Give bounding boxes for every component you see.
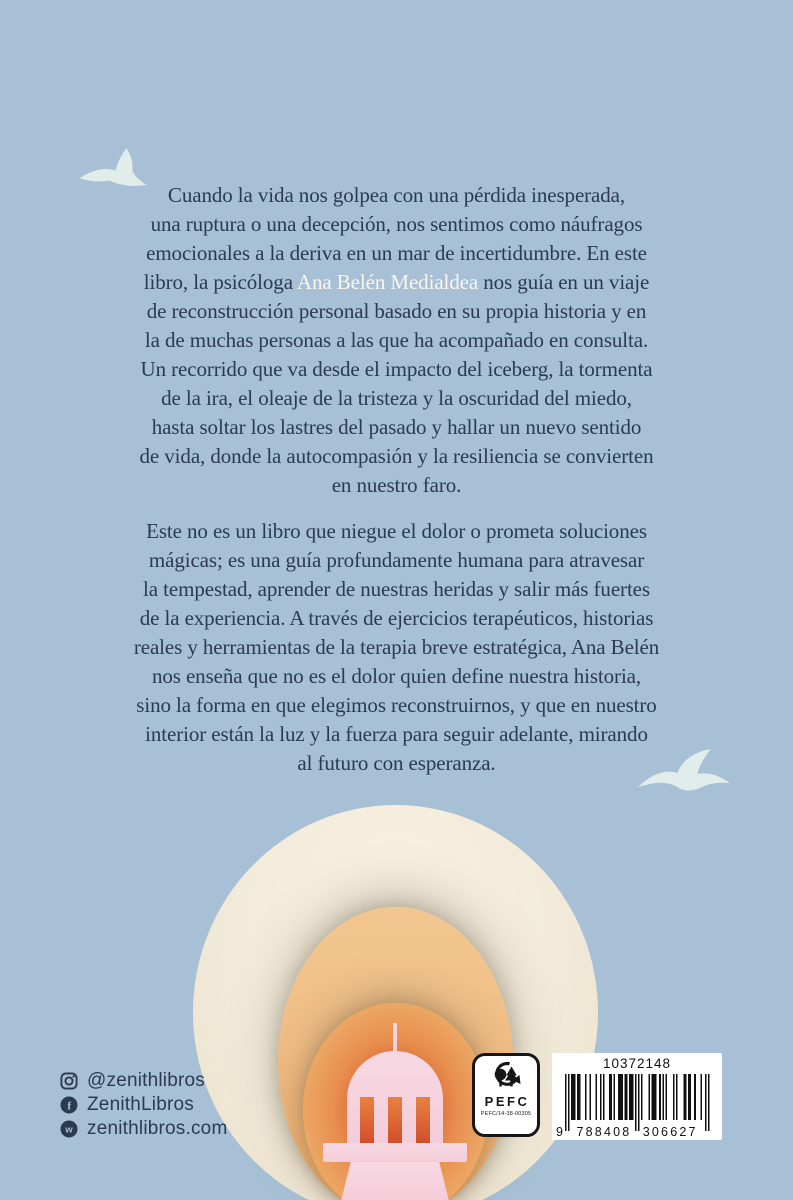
pefc-wordmark: PEFC [484, 1094, 530, 1109]
synopsis-paragraph-1 [0, 181, 793, 500]
text-segment: la tempestad, aprender de nuestras heridas y salir más fuertes [143, 577, 650, 601]
social-links [60, 1069, 227, 1141]
text-line [0, 633, 793, 662]
instagram-icon [60, 1072, 78, 1090]
text-line [0, 471, 793, 500]
text-segment: reales y herramientas de la terapia breve estratégica, Ana Belén [133, 635, 660, 659]
website-icon [60, 1120, 78, 1138]
facebook-icon [60, 1096, 78, 1114]
text-segment: Este no es un libro que niegue el dolor o prometa soluciones [146, 519, 647, 543]
text-segment: nos enseña que no es el dolor quien define nuestra historia, [151, 664, 642, 688]
social-row-web [60, 1117, 227, 1141]
lighthouse-gallery [323, 1143, 467, 1162]
text-line [0, 720, 793, 749]
text-segment: de la ira, el oleaje de la tristeza y la oscuridad del miedo, [161, 386, 632, 410]
barcode-top-number: 10372148 [602, 1056, 672, 1071]
text-segment: Cuando la vida nos golpea con una pérdida inesperada, [167, 183, 626, 207]
text-segment: de reconstrucción personal basado en su propia historia y en [146, 299, 647, 323]
barcode-panel [552, 1053, 722, 1140]
text-segment: de vida, donde la autocompasión y la resiliencia se convierten [139, 444, 654, 468]
text-line [0, 442, 793, 471]
text-line [0, 384, 793, 413]
lighthouse-tower [341, 1162, 449, 1200]
text-line [0, 326, 793, 355]
text-line [0, 239, 793, 268]
text-segment: nos guía en un viaje [478, 270, 650, 294]
instagram-handle: @zenithlibros [87, 1070, 205, 1091]
lighthouse-window [360, 1097, 374, 1143]
text-segment: libro, la psicóloga [143, 270, 297, 294]
text-segment: emocionales a la deriva en un mar de incertidumbre. En este [146, 241, 647, 265]
text-segment: mágicas; es una guía profundamente humana para atravesar [148, 548, 645, 572]
facebook-handle: ZenithLibros [87, 1094, 194, 1115]
barcode-isbn-digits: 9 788408 306627 [556, 1125, 698, 1139]
text-line [0, 413, 793, 442]
synopsis [0, 181, 793, 778]
text-line [0, 517, 793, 546]
text-segment: una ruptura o una decepción, nos sentimos como náufragos [150, 212, 643, 236]
text-line [0, 604, 793, 633]
author-name-highlight: Ana Belén Medialdea [296, 270, 479, 294]
pefc-logo-icon [485, 1061, 527, 1093]
text-line [0, 355, 793, 384]
website-url: zenithlibros.com [87, 1118, 228, 1139]
text-segment: al futuro con esperanza. [297, 751, 496, 775]
synopsis-paragraph-2 [0, 517, 793, 778]
text-segment: la de muchas personas a las que ha acompañado en consulta. [144, 328, 649, 352]
text-line [0, 210, 793, 239]
text-segment: en nuestro faro. [331, 473, 462, 497]
svg-text:w: w [65, 1124, 73, 1136]
lighthouse-window [388, 1097, 402, 1143]
text-segment: Un recorrido que va desde el impacto del iceberg, la tormenta [140, 357, 653, 381]
text-line [0, 575, 793, 604]
text-segment: de la experiencia. A través de ejercicios terapéuticos, historias [139, 606, 654, 630]
text-line [0, 662, 793, 691]
pefc-label [472, 1053, 540, 1137]
text-line [0, 268, 793, 297]
text-line [0, 181, 793, 210]
text-segment: interior están la luz y la fuerza para seguir adelante, mirando [145, 722, 648, 746]
text-line [0, 297, 793, 326]
text-segment: hasta soltar los lastres del pasado y hallar un nuevo sentido [151, 415, 642, 439]
text-line [0, 749, 793, 778]
text-line [0, 691, 793, 720]
text-segment: sino la forma en que elegimos reconstruirnos, y que en nuestro [136, 693, 657, 717]
lighthouse-window [416, 1097, 430, 1143]
text-line [0, 546, 793, 575]
social-row-facebook [60, 1093, 227, 1117]
pefc-cert-code: PEFC/14-38-00305 [480, 1111, 532, 1117]
svg-text:f: f [67, 1100, 72, 1113]
social-row-instagram [60, 1069, 227, 1093]
